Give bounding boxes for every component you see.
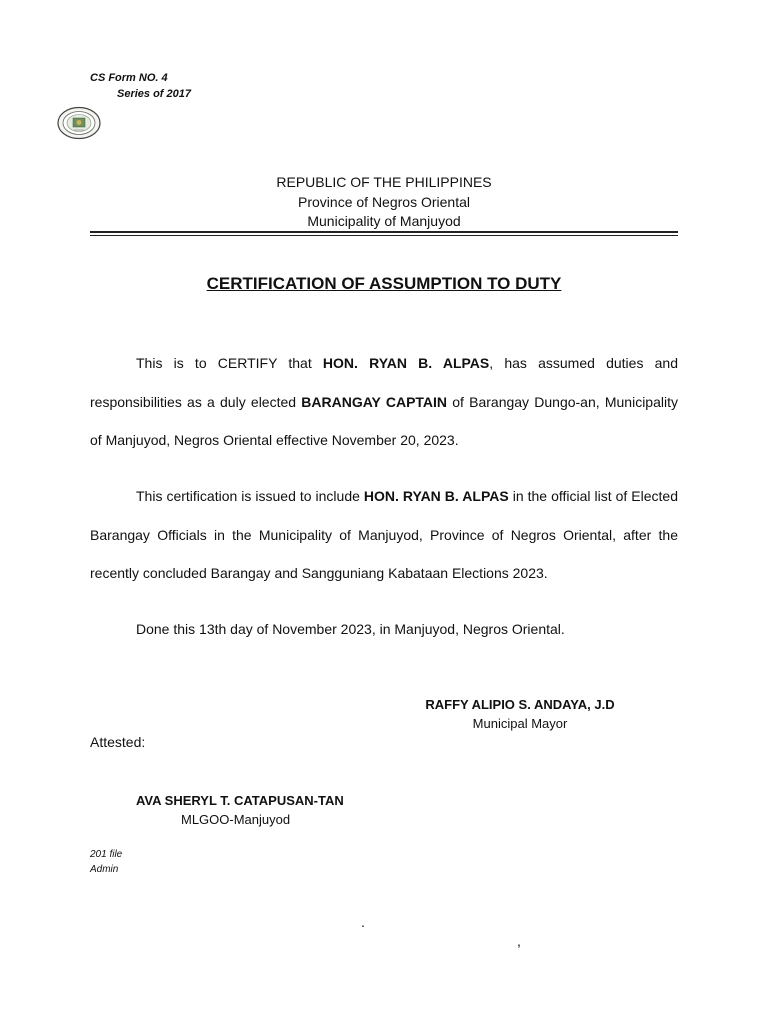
header-province: Province of Negros Oriental (298, 193, 470, 210)
attester-signature-block (136, 791, 344, 829)
municipal-seal-icon (56, 106, 102, 140)
mayor-signature-block (400, 695, 640, 733)
document-title: CERTIFICATION OF ASSUMPTION TO DUTY (206, 274, 562, 293)
mayor-name: RAFFY ALIPIO S. ANDAYA, J.D (425, 697, 615, 712)
attester-title: MLGOO-Manjuyod (181, 812, 291, 827)
official-name: HON. RYAN B. ALPAS (322, 355, 490, 371)
official-position: BARANGAY CAPTAIN (301, 393, 448, 410)
government-header (0, 173, 768, 232)
mayor-title: Municipal Mayor (472, 716, 568, 731)
certification-paragraph: This is to CERTIFY that HON. RYAN B. ALPAS, has assumed duties and responsibilities as a duly elected BARANGAY CAPTAIN of Barangay Dungo-an, Municipality of Manjuyod, Negros Oriental effective November 20, 2023. (90, 355, 678, 448)
done-paragraph: Done this 13th day of November 2023, in Manjuyod, Negros Oriental. (136, 621, 565, 637)
header-divider-thin (90, 235, 678, 236)
stray-dot: . (361, 914, 365, 930)
form-series: Series of 2017 (117, 88, 191, 100)
stray-comma: , (517, 933, 521, 949)
form-number: CS Form NO. 4 (90, 72, 168, 84)
file-notation (90, 847, 122, 877)
file-notation-line1: 201 file (90, 849, 123, 860)
header-republic: REPUBLIC OF THE PHILIPPINES (276, 174, 492, 190)
attester-name: AVA SHERYL T. CATAPUSAN-TAN (136, 793, 344, 808)
file-notation-line2: Admin (90, 864, 119, 875)
official-name: HON. RYAN B. ALPAS (363, 488, 509, 504)
attested-label: Attested: (90, 734, 146, 750)
form-reference (90, 70, 191, 102)
header-municipality: Municipality of Manjuyod (307, 213, 461, 229)
header-divider-thick (90, 231, 678, 233)
inclusion-paragraph: This certification is issued to include HON. RYAN B. ALPAS in the official list of Elected Barangay Officials in the Municipality of Manjuyod, Province of Negros Oriental, after the recently concluded Barangay and Sangguniang Kabataan Elections 2023. (90, 488, 679, 581)
